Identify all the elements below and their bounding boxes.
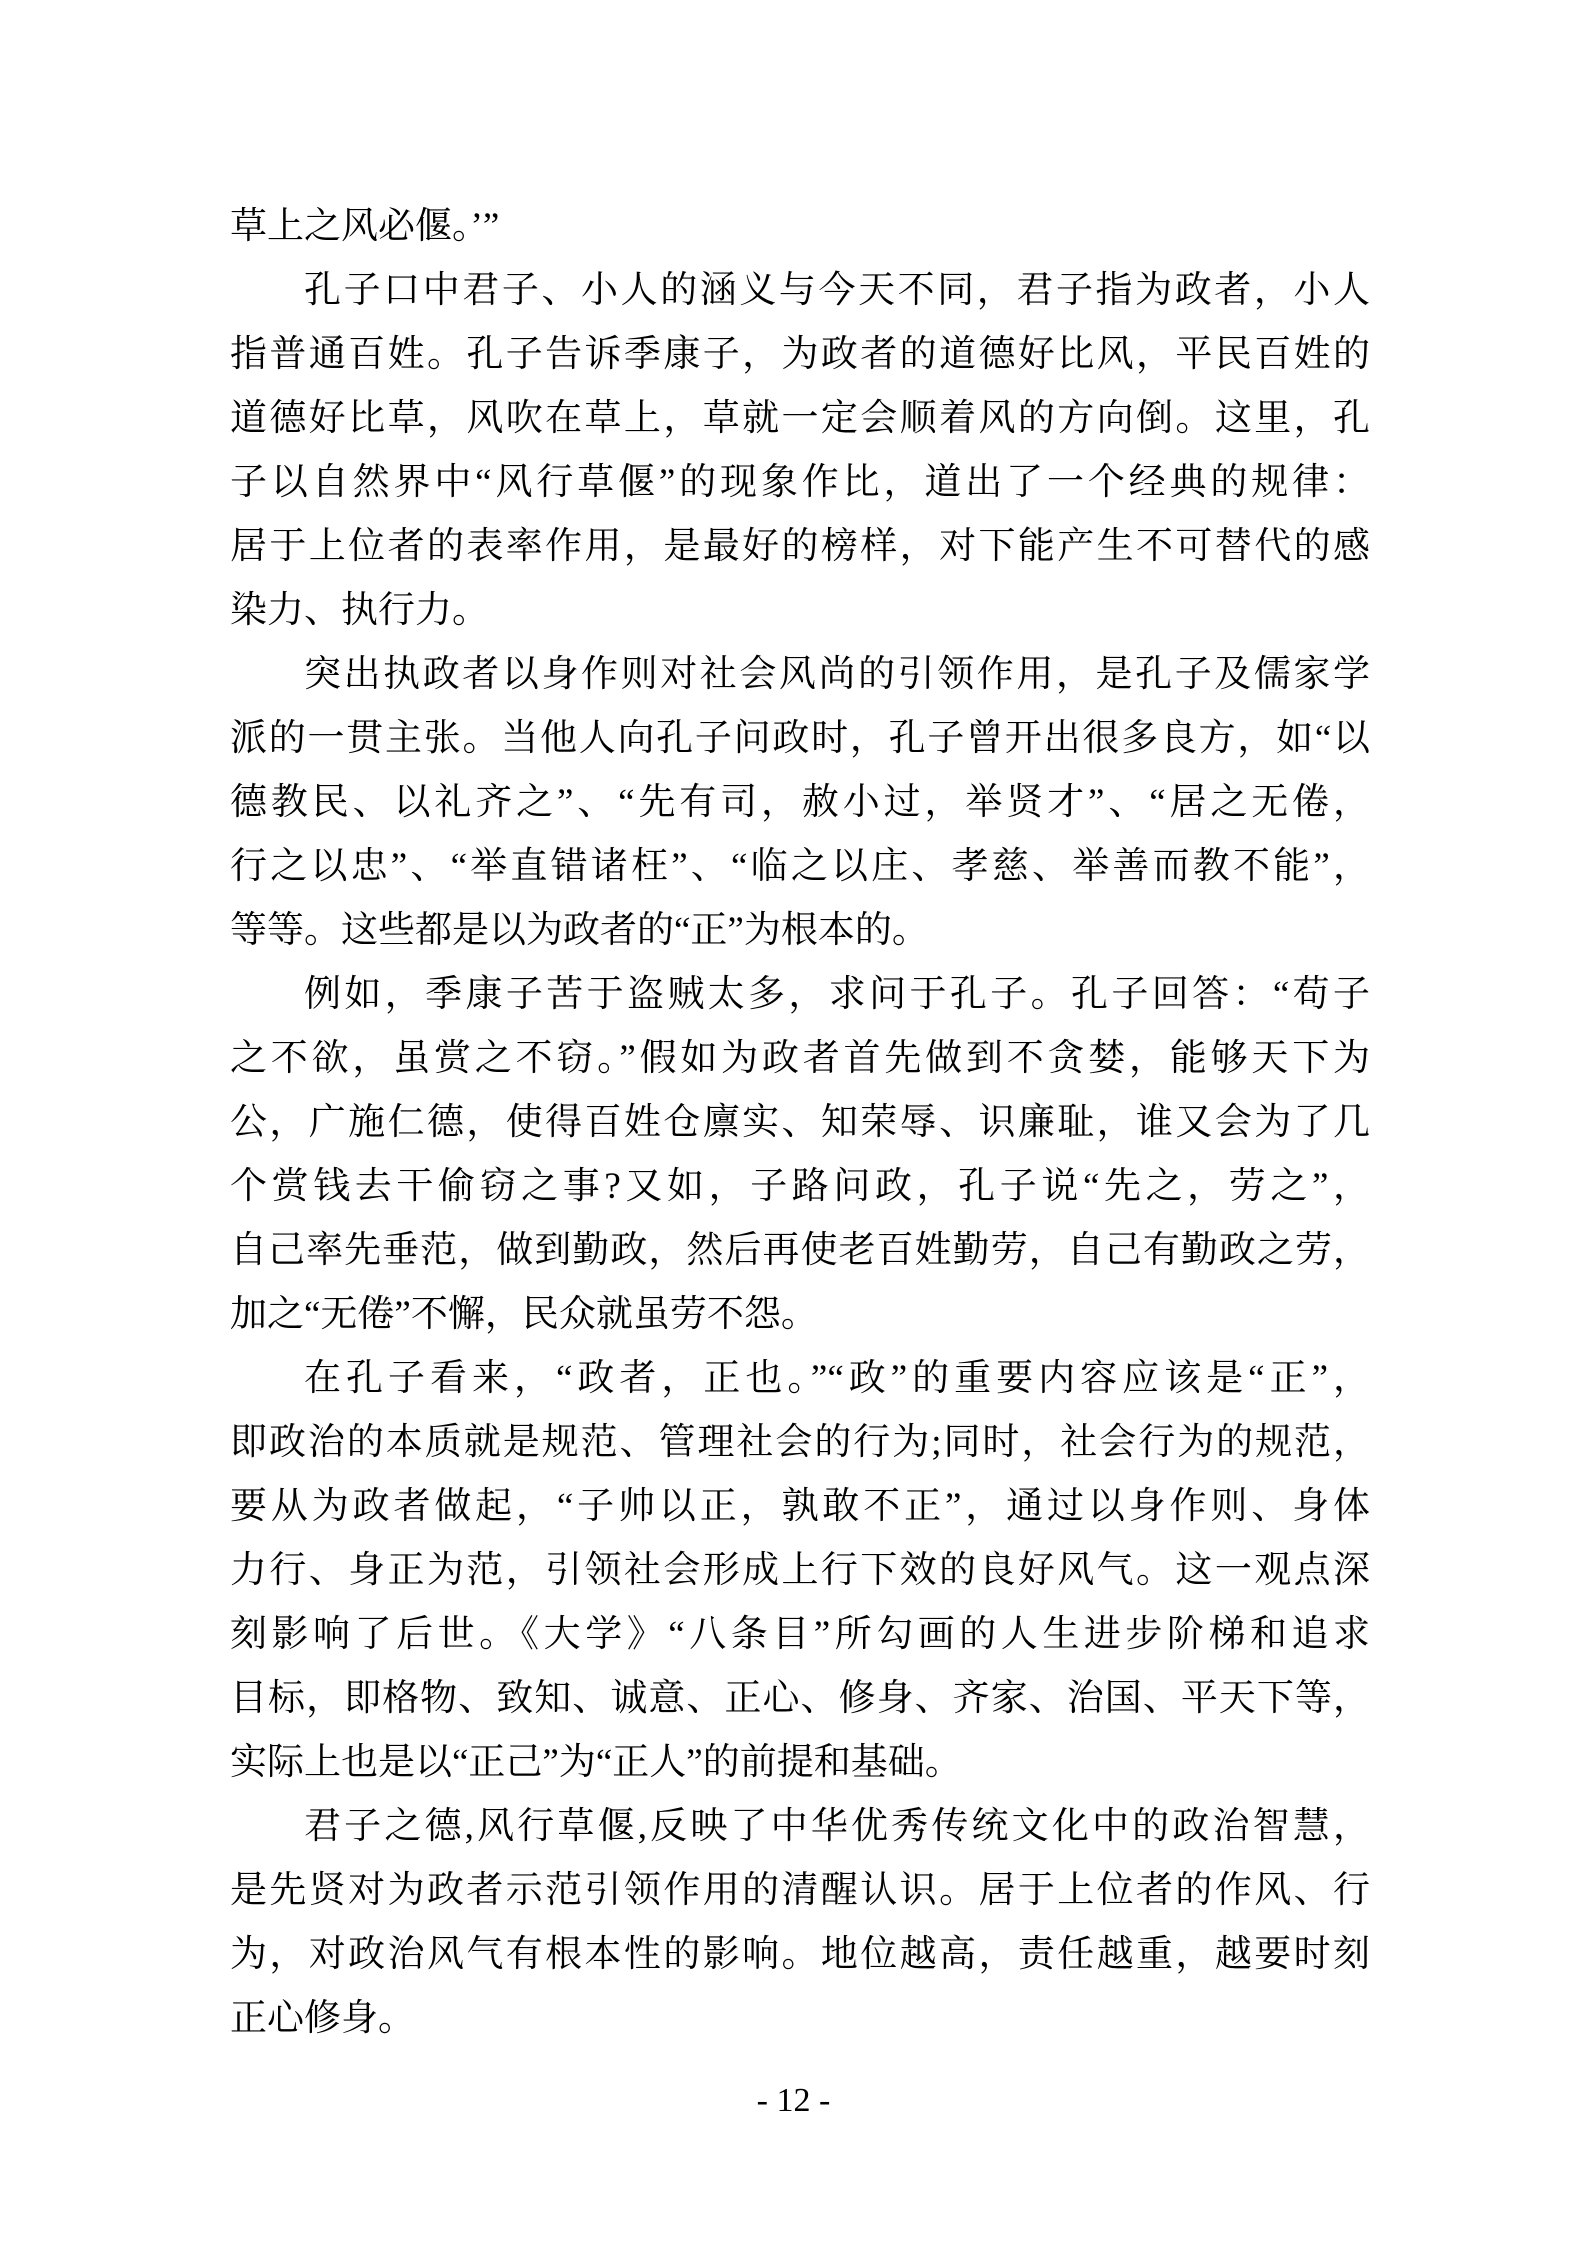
text-line: 子以自然界中“风行草偃”的现象作比，道出了一个经典的规律： — [230, 462, 1370, 503]
text-line: 在孔子看来，“政者，正也。”“政”的重要内容应该是“正”， — [304, 1358, 1370, 1399]
text-line: 加之“无倦”不懈，民众就虽劳不怨。 — [230, 1294, 818, 1335]
text-line: 个赏钱去干偷窃之事?又如，子路问政，孔子说“先之，劳之”， — [230, 1166, 1370, 1207]
text-line: 刻影响了后世。《大学》“八条目”所勾画的人生进步阶梯和追求 — [230, 1614, 1370, 1655]
text-line: 德教民、以礼齐之”、“先有司，赦小过，举贤才”、“居之无倦， — [230, 782, 1370, 823]
text-line: 为，对政治风气有根本性的影响。地位越高，责任越重，越要时刻 — [230, 1934, 1370, 1975]
text-line: 染力、执行力。 — [230, 590, 489, 631]
text-block — [230, 195, 1370, 2051]
text-line: 等等。这些都是以为政者的“正”为根本的。 — [230, 910, 929, 951]
text-line: 道德好比草，风吹在草上，草就一定会顺着风的方向倒。这里，孔 — [230, 398, 1370, 439]
text-line: 例如，季康子苦于盗贼太多，求问于孔子。孔子回答：“苟子 — [304, 974, 1370, 1015]
text-line: 自己率先垂范，做到勤政，然后再使老百姓勤劳，自己有勤政之劳， — [230, 1230, 1370, 1271]
text-line: 指普通百姓。孔子告诉季康子，为政者的道德好比风，平民百姓的 — [230, 334, 1370, 375]
text-line: 行之以忠”、“举直错诸枉”、“临之以庄、孝慈、举善而教不能”， — [230, 846, 1370, 887]
text-line: 要从为政者做起，“子帅以正，孰敢不正”，通过以身作则、身体 — [230, 1486, 1370, 1527]
text-line: 草上之风必偃。’” — [230, 206, 500, 247]
text-line: 公，广施仁德，使得百姓仓廪实、知荣辱、识廉耻，谁又会为了几 — [230, 1102, 1370, 1143]
text-line: 突出执政者以身作则对社会风尚的引领作用，是孔子及儒家学 — [304, 654, 1370, 695]
text-line: 正心修身。 — [230, 1998, 415, 2039]
text-line: 是先贤对为政者示范引领作用的清醒认识。居于上位者的作风、行 — [230, 1870, 1370, 1911]
text-line: 派的一贯主张。当他人向孔子问政时，孔子曾开出很多良方，如“以 — [230, 718, 1370, 759]
page-number: - 12 - — [756, 2082, 831, 2119]
text-line: 力行、身正为范，引领社会形成上行下效的良好风气。这一观点深 — [230, 1550, 1370, 1591]
text-line: 目标，即格物、致知、诚意、正心、修身、齐家、治国、平天下等， — [230, 1678, 1370, 1719]
text-line: 之不欲，虽赏之不窃。”假如为政者首先做到不贪婪，能够天下为 — [230, 1038, 1370, 1079]
text-line: 居于上位者的表率作用，是最好的榜样，对下能产生不可替代的感 — [230, 526, 1370, 567]
text-line: 实际上也是以“正己”为“正人”的前提和基础。 — [230, 1742, 962, 1783]
text-line: 君子之德,风行草偃,反映了中华优秀传统文化中的政治智慧， — [304, 1806, 1370, 1847]
text-line: 孔子口中君子、小人的涵义与今天不同，君子指为政者，小人 — [304, 270, 1370, 311]
text-line: 即政治的本质就是规范、管理社会的行为;同时，社会行为的规范， — [230, 1422, 1370, 1463]
